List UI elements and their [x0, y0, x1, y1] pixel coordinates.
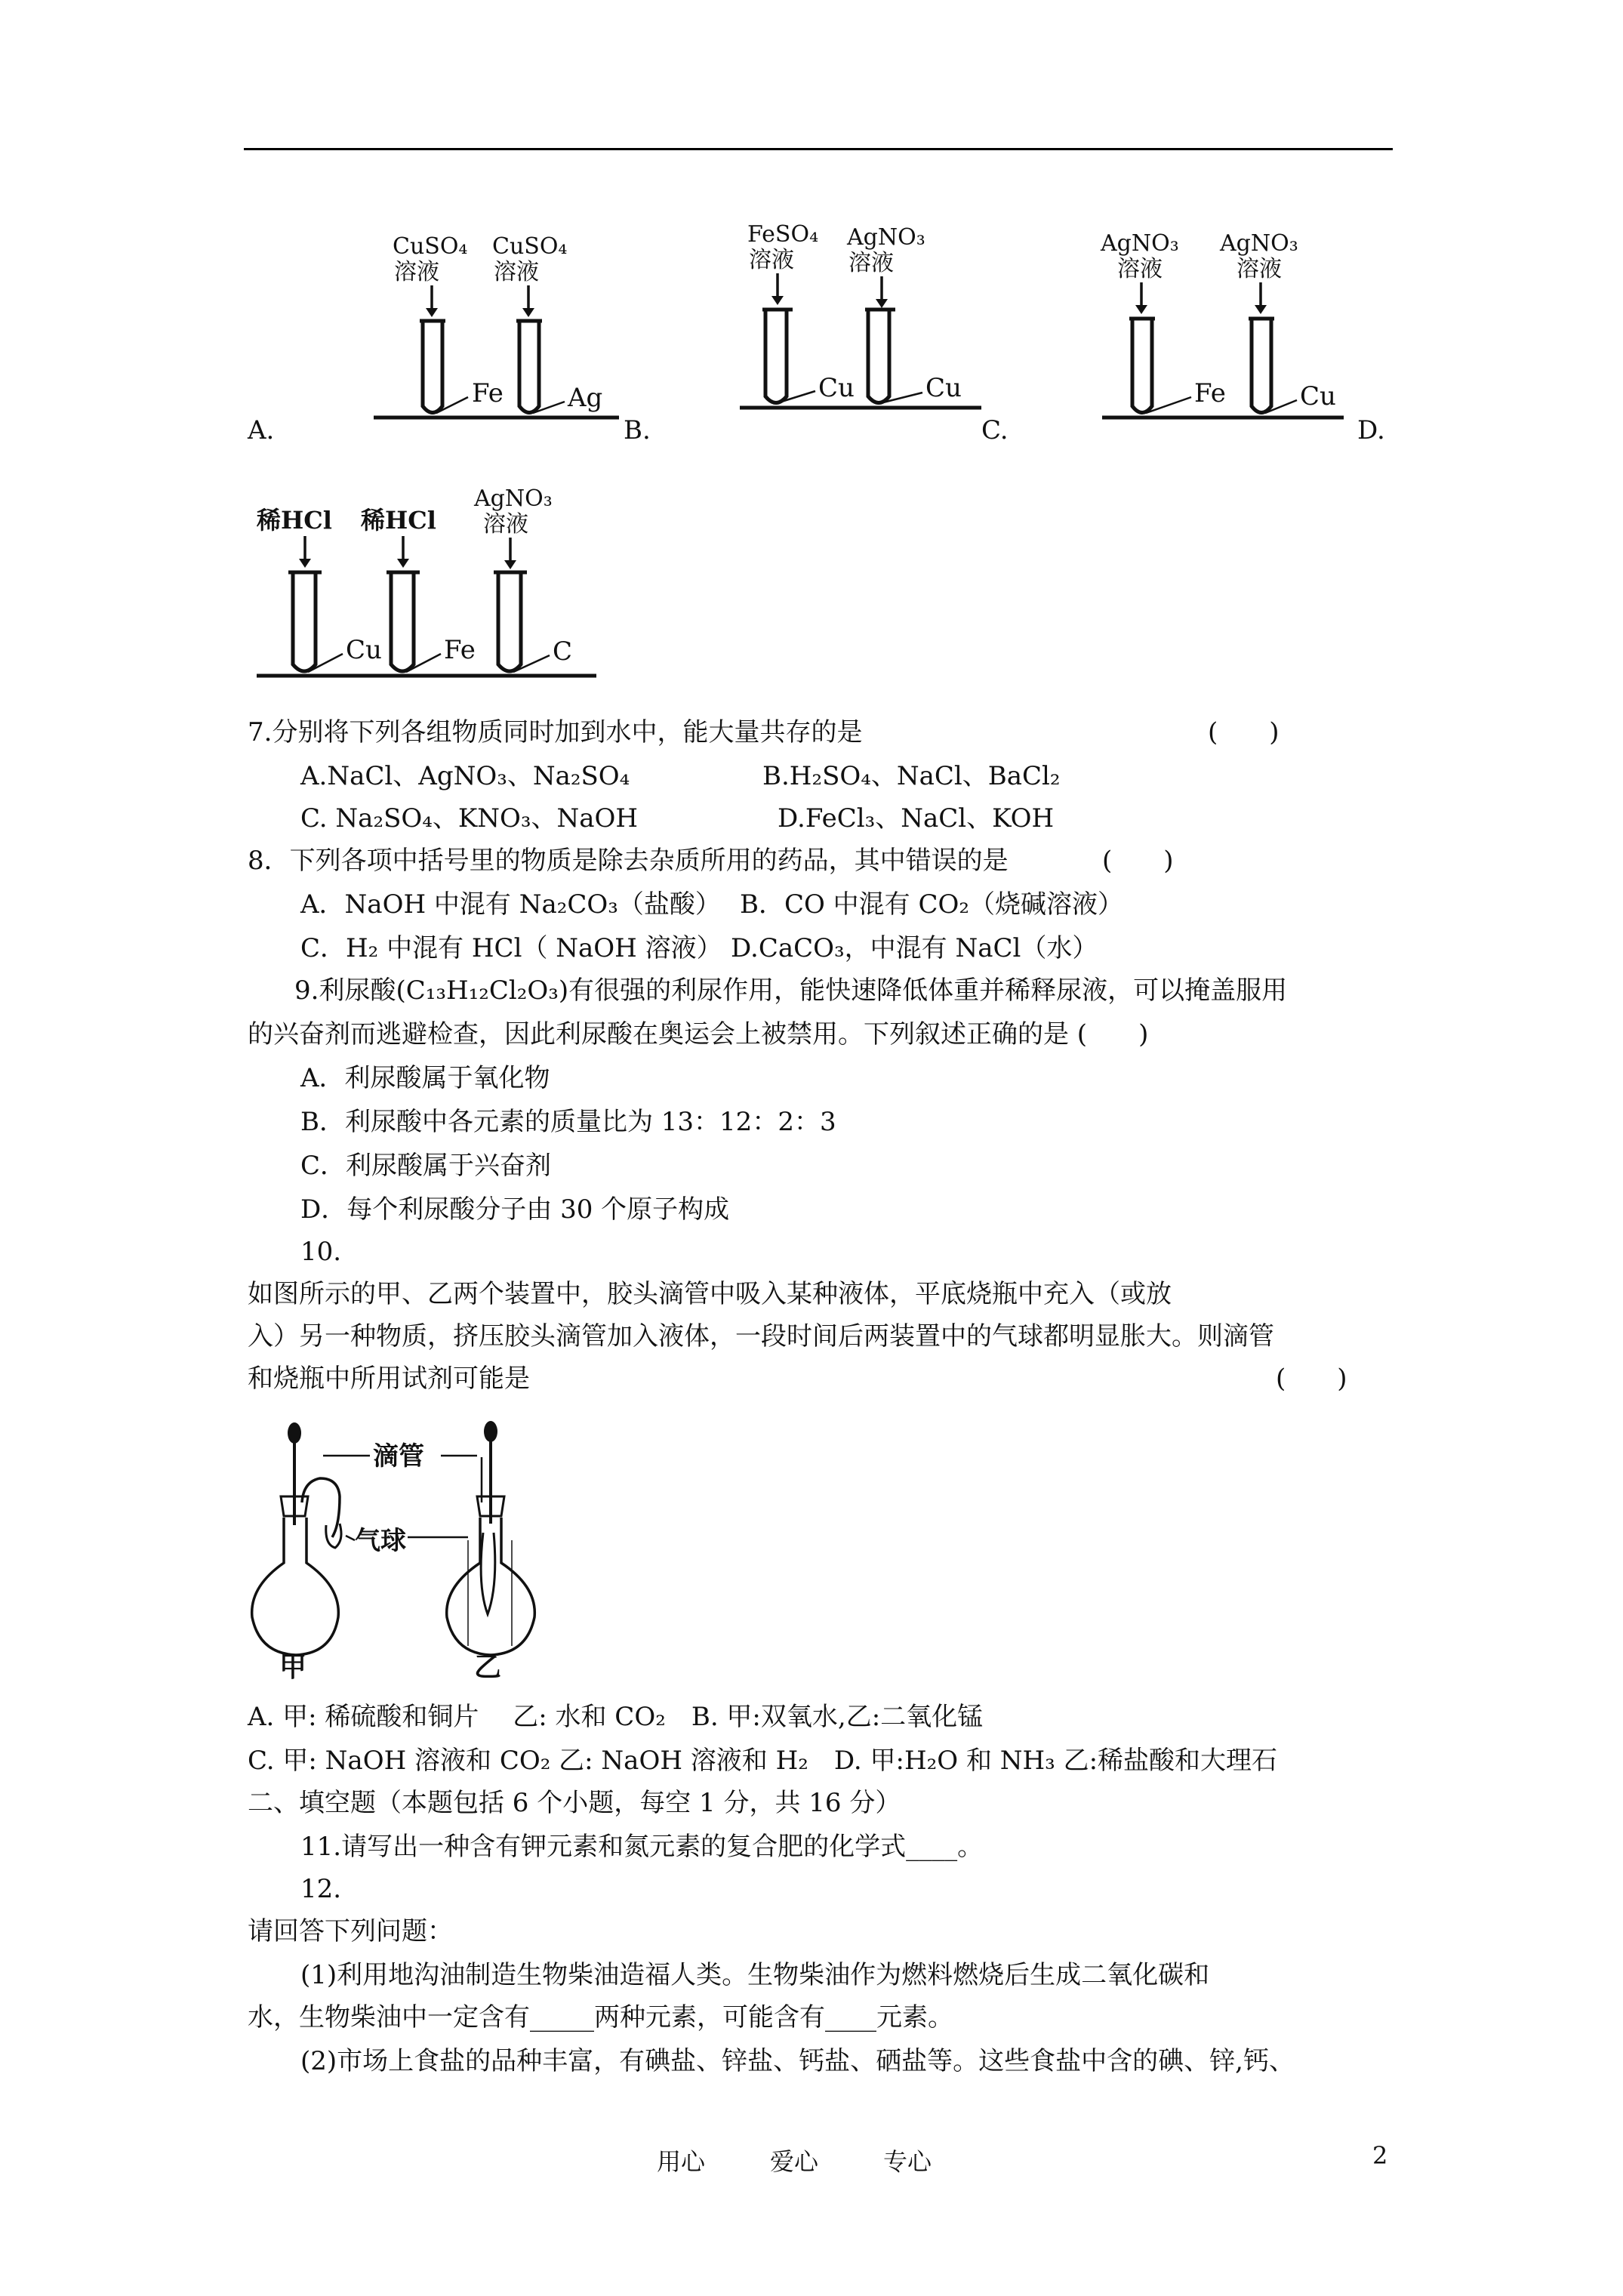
- metal-label: Fe: [472, 378, 504, 408]
- reagent-label: 稀HCl: [257, 506, 332, 535]
- metal-label: Ag: [568, 383, 603, 413]
- metal-label: Cu: [925, 373, 962, 403]
- q8-option-c: C．H₂ 中混有 HCl（ NaOH 溶液）: [300, 933, 722, 963]
- q8-option-d: D.CaCO₃，中混有 NaCl（水）: [731, 933, 1098, 963]
- q9-stem-line1: 9.利尿酸(C₁₃H₁₂Cl₂O₃)有很强的利尿作用，能快速降低体重并稀释尿液，可以掩盖服用: [294, 975, 1288, 1006]
- footer-motto-2: 爱心: [770, 2147, 819, 2176]
- figure-d: [249, 483, 604, 687]
- q9-option-b: B．利尿酸中各元素的质量比为 13：12：2：3: [300, 1107, 836, 1137]
- q10-stem-line1: 如图所示的甲、乙两个装置中，胶头滴管中吸入某种液体，平底烧瓶中充入（或放: [248, 1279, 1172, 1309]
- flask-yi-label: 乙: [474, 1651, 502, 1683]
- reagent-label: CuSO₄: [393, 233, 468, 260]
- q8-answer-paren: ( ): [1102, 846, 1174, 876]
- q8-stem: 8．下列各项中括号里的物质是除去杂质所用的药品，其中错误的是: [248, 846, 1009, 876]
- section-heading: 二、填空题（本题包括 6 个小题，每空 1 分，共 16 分）: [248, 1788, 901, 1818]
- header-rule: [244, 148, 1393, 150]
- dropper-label: 滴管: [373, 1441, 424, 1472]
- metal-label: C: [553, 636, 573, 667]
- figure-row-1: [242, 204, 1404, 453]
- reagent-label: FeSO₄: [747, 221, 819, 248]
- metal-label: Fe: [1194, 378, 1226, 408]
- reagent-label: AgNO₃: [1101, 230, 1179, 257]
- reagent-label: AgNO₃: [847, 224, 925, 251]
- q9-stem-line2: 的兴奋剂而逃避检查，因此利尿酸在奥运会上被禁用。下列叙述正确的是 ( ): [248, 1019, 1149, 1049]
- q8-option-b: B．CO 中混有 CO₂（烧碱溶液）: [740, 889, 1124, 920]
- reagent-label: 溶液: [494, 259, 539, 285]
- metal-label: Cu: [818, 373, 855, 403]
- apparatus-figure: [242, 1412, 574, 1684]
- page-number: 2: [1372, 2141, 1388, 2170]
- q12-intro: 请回答下列问题：: [248, 1916, 453, 1946]
- q7-stem: 7.分别将下列各组物质同时加到水中，能大量共存的是: [248, 717, 863, 747]
- option-a-label: A.: [248, 415, 275, 445]
- q10-number: 10.: [300, 1237, 342, 1267]
- q12-part2-line1: (2)市场上食盐的品种丰富，有碘盐、锌盐、钙盐、硒盐等。这些食盐中含的碘、锌,钙、: [300, 2046, 1295, 2076]
- reagent-label: CuSO₄: [492, 233, 568, 260]
- flask-jia-label: 甲: [279, 1651, 307, 1683]
- q10-options-cd: C. 甲: NaOH 溶液和 CO₂ 乙: NaOH 溶液和 H₂ D. 甲:H₂O 和 NH₃ 乙:稀盐酸和大理石: [248, 1746, 1278, 1776]
- reagent-label: 溶液: [1117, 256, 1163, 282]
- reagent-label: 溶液: [483, 511, 528, 538]
- q10-answer-paren: ( ): [1276, 1364, 1347, 1394]
- q10-options-ab: A. 甲: 稀硫酸和铜片 乙: 水和 CO₂ B. 甲:双氧水,乙:二氧化锰: [248, 1702, 984, 1732]
- reagent-label: 稀HCl: [361, 506, 436, 535]
- q10-stem-line3: 和烧瓶中所用试剂可能是: [248, 1364, 530, 1394]
- option-d-label: D.: [1357, 415, 1385, 445]
- metal-label: Cu: [346, 635, 382, 665]
- q10-stem-line2: 入）另一种物质，挤压胶头滴管加入液体，一段时间后两装置中的气球都明显胀大。则滴管: [248, 1321, 1274, 1351]
- metal-label: Cu: [1300, 381, 1336, 411]
- q9-option-a: A．利尿酸属于氧化物: [300, 1063, 550, 1093]
- q9-option-c: C．利尿酸属于兴奋剂: [300, 1151, 552, 1181]
- figure-a: [374, 233, 619, 418]
- reagent-label: 溶液: [749, 247, 794, 273]
- q12-number: 12.: [300, 1874, 342, 1904]
- reagent-label: AgNO₃: [1220, 230, 1298, 257]
- flask-jia: [252, 1422, 341, 1655]
- option-c-label: C.: [981, 415, 1009, 445]
- q12-part1-line2: 水，生物柴油中一定含有_____两种元素，可能含有____元素。: [248, 2002, 953, 2032]
- q7-option-b: B.H₂SO₄、NaCl、BaCl₂: [762, 761, 1061, 791]
- metal-label: Fe: [444, 635, 476, 665]
- reagent-label: 溶液: [1236, 256, 1282, 282]
- q9-option-d: D．每个利尿酸分子由 30 个原子构成: [300, 1194, 730, 1225]
- q12-part1-line1: (1)利用地沟油制造生物柴油造福人类。生物柴油作为燃料燃烧后生成二氧化碳和: [300, 1960, 1210, 1990]
- figure-b: [740, 221, 981, 408]
- reagent-label: 溶液: [848, 250, 894, 276]
- balloon-label: 气球: [355, 1526, 406, 1556]
- q7-option-c: C. Na₂SO₄、KNO₃、NaOH: [300, 803, 639, 834]
- q11-text: 11.请写出一种含有钾元素和氮元素的复合肥的化学式____。: [300, 1832, 984, 1862]
- q8-option-a: A．NaOH 中混有 Na₂CO₃（盐酸）: [300, 889, 721, 920]
- q7-option-a: A.NaCl、AgNO₃、Na₂SO₄: [300, 761, 630, 791]
- q7-option-d: D.FeCl₃、NaCl、KOH: [778, 803, 1055, 834]
- reagent-label: 溶液: [394, 259, 439, 285]
- footer-motto-1: 用心: [657, 2147, 706, 2176]
- footer-motto-3: 专心: [883, 2147, 932, 2176]
- reagent-label: AgNO₃: [474, 485, 553, 512]
- figure-c: [1100, 230, 1344, 418]
- q7-answer-paren: ( ): [1208, 717, 1280, 747]
- option-b-label: B.: [624, 415, 651, 445]
